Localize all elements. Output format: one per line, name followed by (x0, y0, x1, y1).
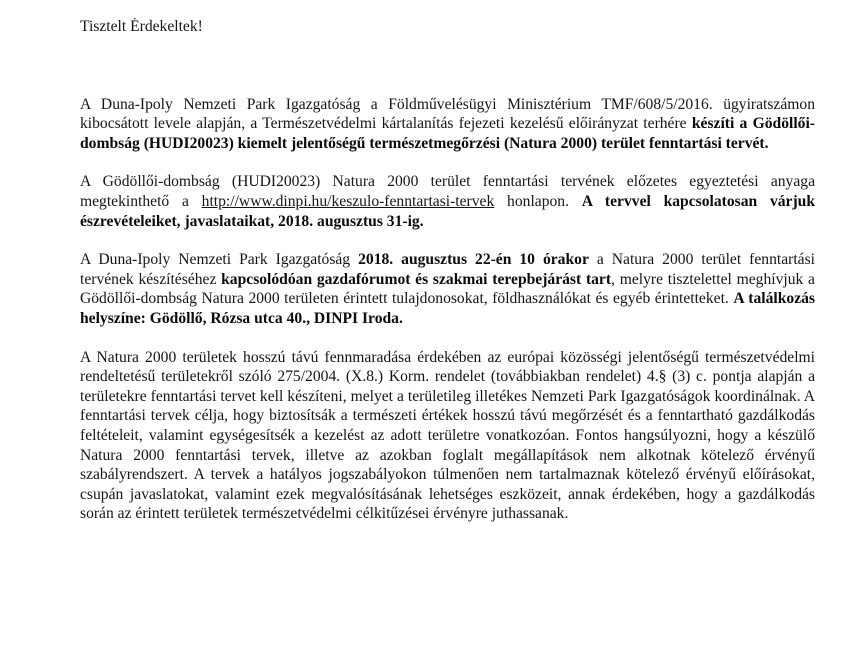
bold-meeting-location: A találkozás helyszíne: Gödöllő, Rózsa utca 40., DINPI Iroda. (80, 290, 815, 327)
text-segment: A Gödöllői-dombság (HUDI20023) Natura 2000 terület fenntartási tervének előzetes egyeztetési anyaga megtekinthető a (80, 173, 815, 210)
paragraph-plan-preparation (80, 95, 815, 154)
text-segment: honlapon. (494, 192, 582, 210)
paragraph-forum-invitation (80, 250, 815, 328)
bold-text-segment: A tervvel kapcsolatosan várjuk észrevételeiket, javaslataikat, 2018. augusztus 31-ig. (80, 192, 815, 230)
text-segment: a Natura 2000 terület fenntartási tervének készítéséhez (80, 251, 815, 288)
plans-website-link[interactable]: http://www.dinpi.hu/keszulo-fenntartasi-tervek (201, 192, 495, 210)
text-segment: A Duna-Ipoly Nemzeti Park Igazgatóság a Földművelésügyi Minisztérium TMF/608/5/2016. ügyiratszámon kibocsátott levele alapján, a Természetvédelmi kártalanítás fejezeti kezelésű előirányzat terhére (80, 95, 815, 133)
paragraph-consultation (80, 172, 815, 231)
text-segment: A Natura 2000 területek hosszú távú fennmaradása érdekében az európai közösségi jelentőségű természetvédelmi rendeltetésű területekről szóló 275/2004. (X.8.) Korm. rendelet (továbbiakban rendelet) 4.§ (3) c. pontja alapján a területekre fenntartási tervet kell készíteni, melyet a területileg illetékes Nemzeti Park Igazgatóságok koordinálnak. A fenntartási tervek célja, hogy biztosítsák a természeti értékek hosszú távú megőrzését és a fenntartható gazdálkodás feltételeit, valamint egységesítsék a kezelést az adott területre vonatkozóan. Fontos hangsúlyozni, hogy a készülő Natura 2000 fenntartási tervek, illetve az azokban foglalt megállapítások nem alkotnak kötelező érvényű szabályrendszert. A tervek a hatályos jogszabályokon túlmenően nem tartalmaznak kötelező érvényű előírásokat, csupán javaslatokat, valamint ezek megvalósításának lehetséges eszközeit, annak érdekében, hogy a gazdálkodás során az érintett területek természetvédelmi célkitűzései érvényre juthassanak. (80, 348, 815, 523)
bold-text-segment: készíti a Gödöllői-dombság (HUDI20023) kiemelt jelentőségű természetmegőrzési (Natura 2000) terület fenntartási tervét. (80, 115, 815, 152)
greeting: Tisztelt Érdekeltek! (80, 18, 203, 35)
letter-page (80, 17, 815, 542)
paragraph-legal-background (80, 348, 815, 524)
bold-text-segment: kapcsolódóan gazdafórumot és szakmai terepbejárást tart (221, 270, 612, 288)
text-segment: , melyre tisztelettel meghívjuk a Gödöllői-dombság Natura 2000 területen érintett tulajdonosokat, földhasználókat és egyéb érintetteket. (80, 270, 815, 308)
text-segment: A Duna-Ipoly Nemzeti Park Igazgatóság (80, 251, 359, 269)
bold-date-time: 2018. augusztus 22-én 10 órakor (358, 251, 589, 269)
